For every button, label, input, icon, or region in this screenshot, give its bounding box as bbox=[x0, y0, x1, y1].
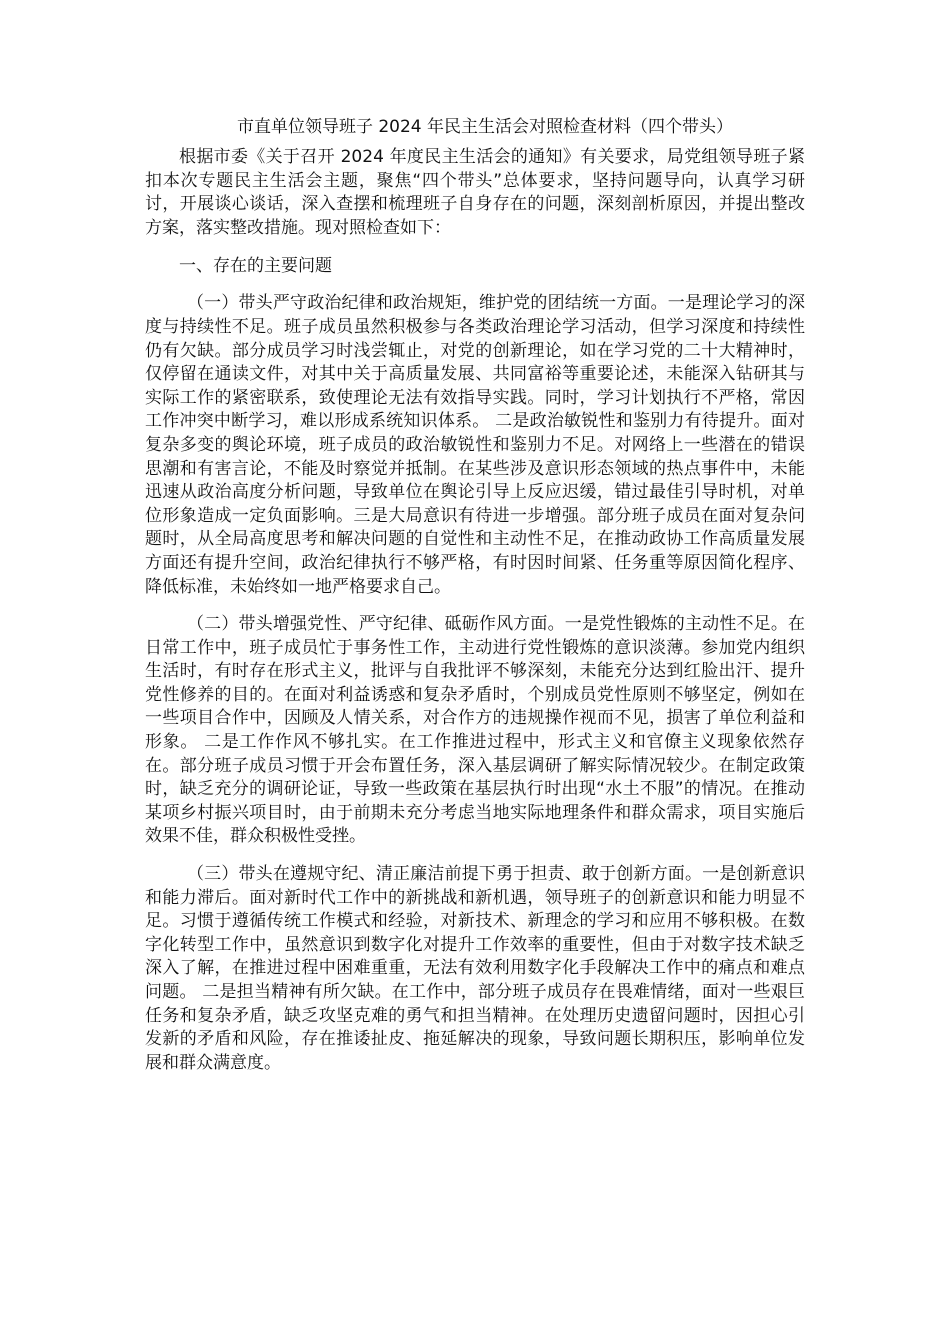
section-heading: 一、存在的主要问题 bbox=[179, 256, 332, 277]
document-page bbox=[145, 112, 805, 1089]
document-title: 市直单位领导班子 2024 年民主生活会对照检查材料（四个带头） bbox=[236, 117, 734, 137]
problem-paragraph-2: （二）带头增强党性、严守纪律、砥砺作风方面。一是党性锻炼的主动性不足。在日常工作中，班子成员忙于事务性工作，主动进行党性锻炼的意识淡薄。参加党内组织生活时，有时存在形式主义，批评与自我批评不够深刻，未能充分达到红脸出汗、提升党性修养的目的。在面对利益诱惑和复杂矛盾时，个别成员党性原则不够坚定，例如在一些项目合作中，因顾及人情关系，对合作方的违规操作视而不见，损害了单位利益和形象。 二是工作作风不够扎实。在工作推进过程中，形式主义和官僚主义现象依然存在。部分班子成员习惯于开会布置任务，深入基层调研了解实际情况较少。在制定政策时，缺乏充分的调研论证，导致一些政策在基层执行时出现“水土不服”的情况。在推动某项乡村振兴项目时，由于前期未充分考虑当地实际地理条件和群众需求，项目实施后效果不佳，群众积极性受挫。 bbox=[145, 614, 805, 847]
intro-paragraph: 根据市委《关于召开 2024 年度民主生活会的通知》有关要求，局党组领导班子紧扣本次专题民主生活会主题，聚焦“四个带头”总体要求，坚持问题导向，认真学习研讨，开展谈心谈话，深入查摆和梳理班子自身存在的问题，深刻剖析原因，并提出整改方案，落实整改措施。现对照检查如下： bbox=[145, 147, 805, 238]
problem-paragraph-3: （三）带头在遵规守纪、清正廉洁前提下勇于担责、敢于创新方面。一是创新意识和能力滞后。面对新时代工作中的新挑战和新机遇，领导班子的创新意识和能力明显不足。习惯于遵循传统工作模式和经验，对新技术、新理念的学习和应用不够积极。在数字化转型工作中，虽然意识到数字化对提升工作效率的重要性，但由于对数字技术缺乏深入了解，在推进过程中困难重重，无法有效利用数字化手段解决工作中的痛点和难点问题。 二是担当精神有所欠缺。在工作中，部分班子成员存在畏难情绪，面对一些艰巨任务和复杂矛盾，缺乏攻坚克难的勇气和担当精神。在处理历史遗留问题时，因担心引发新的矛盾和风险，存在推诿扯皮、拖延解决的现象，导致问题长期积压，影响单位发展和群众满意度。 bbox=[145, 864, 805, 1073]
problem-paragraph-1: （一）带头严守政治纪律和政治规矩，维护党的团结统一方面。一是理论学习的深度与持续性不足。班子成员虽然积极参与各类政治理论学习活动，但学习深度和持续性仍有欠缺。部分成员学习时浅尝辄止，对党的创新理论，如在学习党的二十大精神时，仅停留在通读文件，对其中关于高质量发展、共同富裕等重要论述，未能深入钻研其与实际工作的紧密联系，致使理论无法有效指导实践。同时，学习计划执行不严格，常因工作冲突中断学习，难以形成系统知识体系。 二是政治敏锐性和鉴别力有待提升。面对复杂多变的舆论环境，班子成员的政治敏锐性和鉴别力不足。对网络上一些潜在的错误思潮和有害言论，不能及时察觉并抵制。在某些涉及意识形态领域的热点事件中，未能迅速从政治高度分析问题，导致单位在舆论引导上反应迟缓，错过最佳引导时机，对单位形象造成一定负面影响。三是大局意识有待进一步增强。部分班子成员在面对复杂问题时，从全局高度思考和解决问题的自觉性和主动性不足，在推动政协工作高质量发展方面还有提升空间，政治纪律执行不够严格，有时因时间紧、任务重等原因简化程序、降低标准，未始终如一地严格要求自己。 bbox=[145, 293, 805, 597]
